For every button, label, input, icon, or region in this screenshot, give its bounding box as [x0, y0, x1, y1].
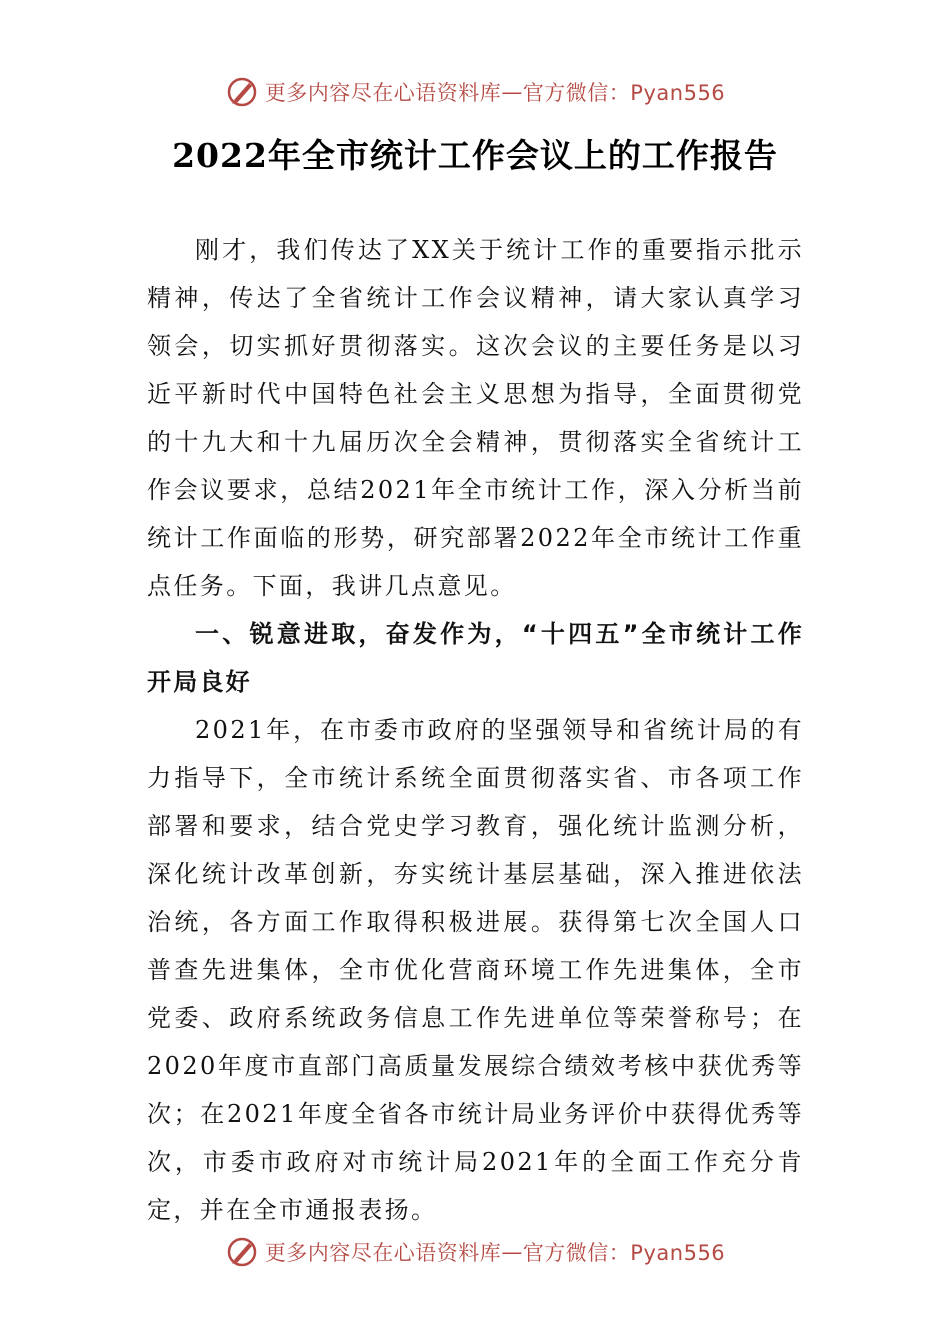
- intro-paragraph: 刚才，我们传达了XX关于统计工作的重要指示批示精神，传达了全省统计工作会议精神，请大家认真学习领会，切实抓好贯彻落实。这次会议的主要任务是以习近平新时代中国特色社会主义思想为指导，全面贯彻党的十九大和十九届历次全会精神，贯彻落实全省统计工作会议要求，总结2021年全市统计工作，深入分析当前统计工作面临的形势，研究部署2022年全市统计工作重点任务。下面，我讲几点意见。: [147, 236, 804, 600]
- watermark-contact-text: 官方微信：Pyan556: [522, 1241, 726, 1265]
- document-body: [147, 226, 804, 1234]
- watermark-banner-bottom: [0, 1232, 950, 1272]
- section-1-heading: 一、锐意进取，奋发作为，“十四五”全市统计工作开局良好: [147, 620, 804, 696]
- watermark-site-text: 更多内容尽在心语资料库: [264, 1241, 502, 1265]
- section-1-paragraph: 2021年，在市委市政府的坚强领导和省统计局的有力指导下，全市统计系统全面贯彻落实省、市各项工作部署和要求，结合党史学习教育，强化统计监测分析，深化统计改革创新，夯实统计基层基础，深入推进依法治统，各方面工作取得积极进展。获得第七次全国人口普查先进集体，全市优化营商环境工作先进集体，全市党委、政府系统政务信息工作先进单位等荣誉称号；在2020年度市直部门高质量发展综合绩效考核中获优秀等次；在2021年度全省各市统计局业务评价中获得优秀等次，市委市政府对市统计局2021年的全面工作充分肯定，并在全市通报表扬。: [147, 716, 804, 1224]
- pen-circle-logo-icon: [225, 1235, 259, 1269]
- watermark-banner-top: [0, 72, 950, 112]
- watermark-contact-text: 官方微信：Pyan556: [522, 81, 726, 105]
- watermark-separator: —: [501, 80, 523, 104]
- watermark-separator: —: [501, 1240, 523, 1264]
- watermark-site-text: 更多内容尽在心语资料库: [264, 81, 502, 105]
- document-title: 2022年全市统计工作会议上的工作报告: [172, 136, 778, 175]
- pen-circle-logo-icon: [225, 75, 259, 109]
